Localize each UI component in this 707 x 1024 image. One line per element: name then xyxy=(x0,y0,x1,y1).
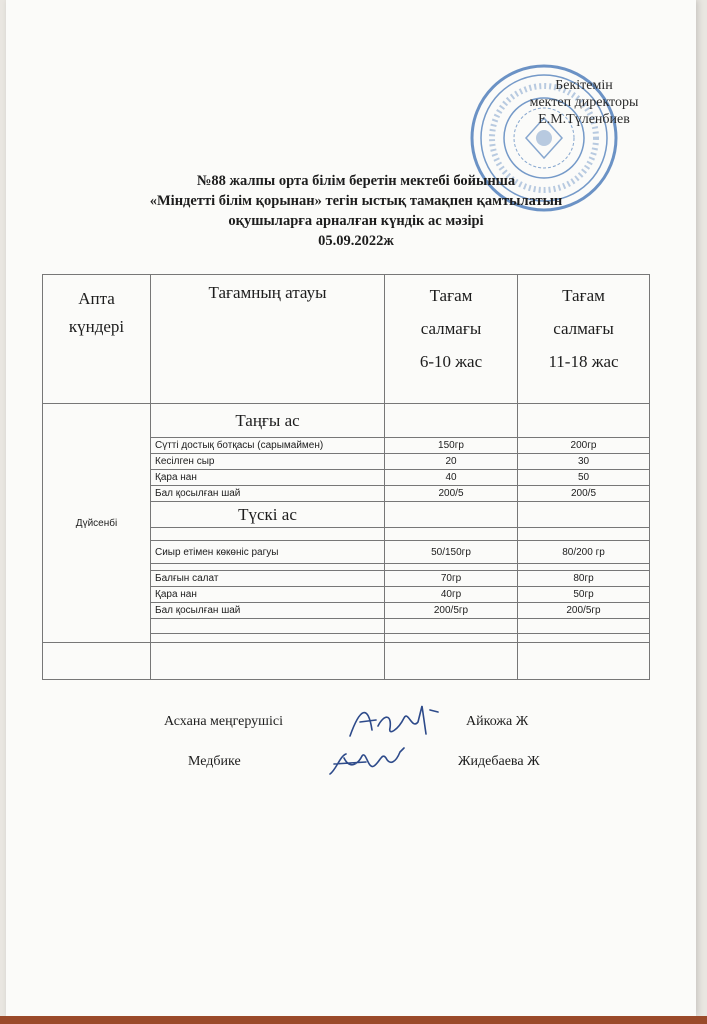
bottom-edge xyxy=(0,1016,707,1024)
table-row: Балғын салат 70гр 80гр xyxy=(43,571,650,587)
breakfast-title: Таңғы ас xyxy=(151,404,385,438)
lunch-title: Түскі ас xyxy=(151,502,385,528)
menu-table-header xyxy=(43,275,650,404)
handwritten-signature-canteen-head xyxy=(346,700,446,742)
heading-line-program: «Міндетті білім қорынан» тегін ыстық тамақпен қамтылатын xyxy=(149,193,563,209)
handwritten-signature-nurse xyxy=(326,744,416,780)
table-row: Сиыр етімен көкөніс рагуы 50/150гр 80/200 гр xyxy=(43,541,650,564)
heading-date: 05.09.2022ж xyxy=(318,233,394,249)
signature-name-canteen-head: Айкожа Ж xyxy=(466,714,529,729)
empty-footer-row xyxy=(43,643,650,680)
table-row: Сүтті достық ботқасы (сарымаймен) 150гр 200гр xyxy=(43,438,650,454)
breakfast-section-row xyxy=(43,404,650,438)
heading-line-menu: оқушыларға арналған күндік ас мәзірі xyxy=(228,213,484,229)
approval-position: мектеп директоры xyxy=(529,95,639,110)
header-dish-name: Тағамның атауы xyxy=(151,275,385,404)
document-page xyxy=(6,0,696,1016)
heading-line-school: №88 жалпы орта білім беретін мектебі бойынша xyxy=(196,173,516,189)
document-heading xyxy=(66,171,646,251)
table-row: Кесілген сыр 20 30 xyxy=(43,454,650,470)
approval-block xyxy=(514,77,654,128)
approval-name: Е.М.Түленбиев xyxy=(538,112,630,127)
signature-role-canteen-head: Асхана меңгерушісі xyxy=(164,714,283,729)
approval-title: Бекітемін xyxy=(555,78,613,93)
menu-table xyxy=(42,274,650,680)
header-weight-11-18: Тағам салмағы 11-18 жас xyxy=(518,275,650,404)
signature-name-nurse: Жидебаева Ж xyxy=(458,754,540,769)
signature-role-nurse: Медбике xyxy=(188,754,241,769)
table-row: Бал қосылған шай 200/5 200/5 xyxy=(43,486,650,502)
header-weight-6-10: Тағам салмағы 6-10 жас xyxy=(385,275,518,404)
table-row: Бал қосылған шай 200/5гр 200/5гр xyxy=(43,603,650,619)
day-cell: Дүйсенбі xyxy=(43,404,151,643)
table-row: Қара нан 40 50 xyxy=(43,470,650,486)
header-weekdays: Апта күндері xyxy=(43,275,151,404)
table-row: Қара нан 40гр 50гр xyxy=(43,587,650,603)
